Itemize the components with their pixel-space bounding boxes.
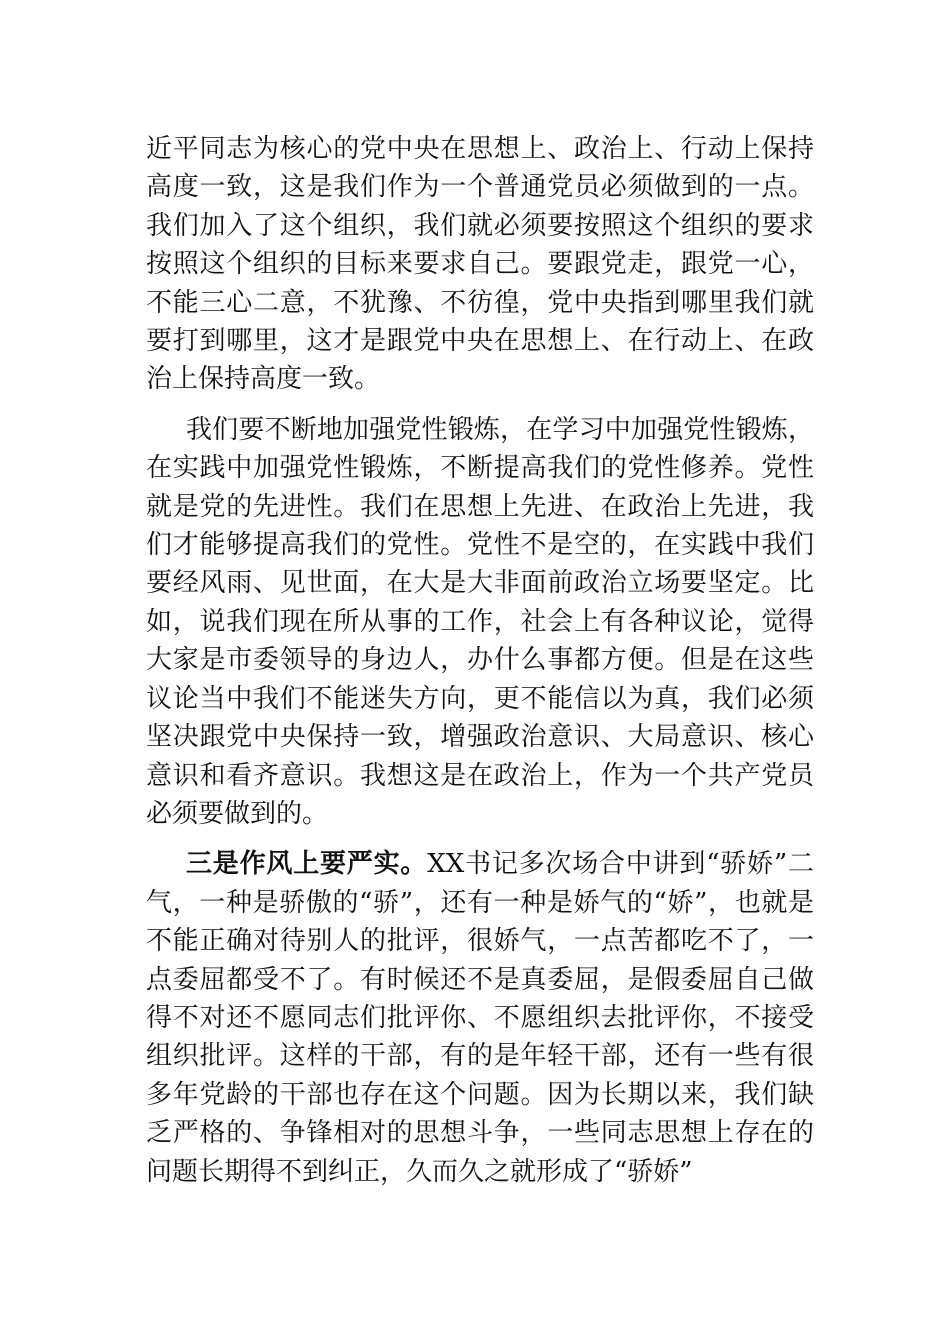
paragraph-work-style xyxy=(146,845,814,1191)
document-body xyxy=(146,130,814,1191)
paragraph-continuation: 近平同志为核心的党中央在思想上、政治上、行动上保持高度一致，这是我们作为一个普通党员必须做到的一点。我们加入了这个组织，我们就必须要按照这个组织的要求按照这个组织的目标来要求自己。要跟党走，跟党一心，不能三心二意，不犹豫、不彷徨，党中央指到哪里我们就要打到哪里，这才是跟党中央在思想上、在行动上、在政治上保持高度一致。 xyxy=(146,134,814,395)
paragraph-gap xyxy=(146,833,814,845)
paragraph-heading-bold: 三是作风上要严实。 xyxy=(186,849,428,880)
paragraph-gap xyxy=(146,399,814,411)
paragraph-party-spirit: 我们要不断地加强党性锻炼，在学习中加强党性锻炼，在实践中加强党性锻炼，不断提高我们的党性修养。党性就是党的先进性。我们在思想上先进、在政治上先进，我们才能够提高我们的党性。党性不是空的，在实践中我们要经风雨、见世面，在大是大非面前政治立场要坚定。比如，说我们现在所从事的工作，社会上有各种议论，觉得大家是市委领导的身边人，办什么事都方便。但是在这些议论当中我们不能迷失方向，更不能信以为真，我们必须坚决跟党中央保持一致，增强政治意识、大局意识、核心意识和看齐意识。我想这是在政治上，作为一个共产党员必须要做到的。 xyxy=(146,414,814,829)
paragraph-body-text: XX书记多次场合中讲到“骄娇”二气，一种是骄傲的“骄”，还有一种是娇气的“娇”，也就是不能正确对待别人的批评，很娇气，一点苦都吃不了，一点委屈都受不了。有时候还不是真委屈，是假委屈自己做得不对还不愿同志们批评你、不愿组织去批评你，不接受组织批评。这样的干部，有的是年轻干部，还有一些有很多年党龄的干部也存在这个问题。因为长期以来，我们缺乏严格的、争锋相对的思想斗争，一些同志思想上存在的问题长期得不到纠正，久而久之就形成了“骄娇” xyxy=(146,849,814,1187)
